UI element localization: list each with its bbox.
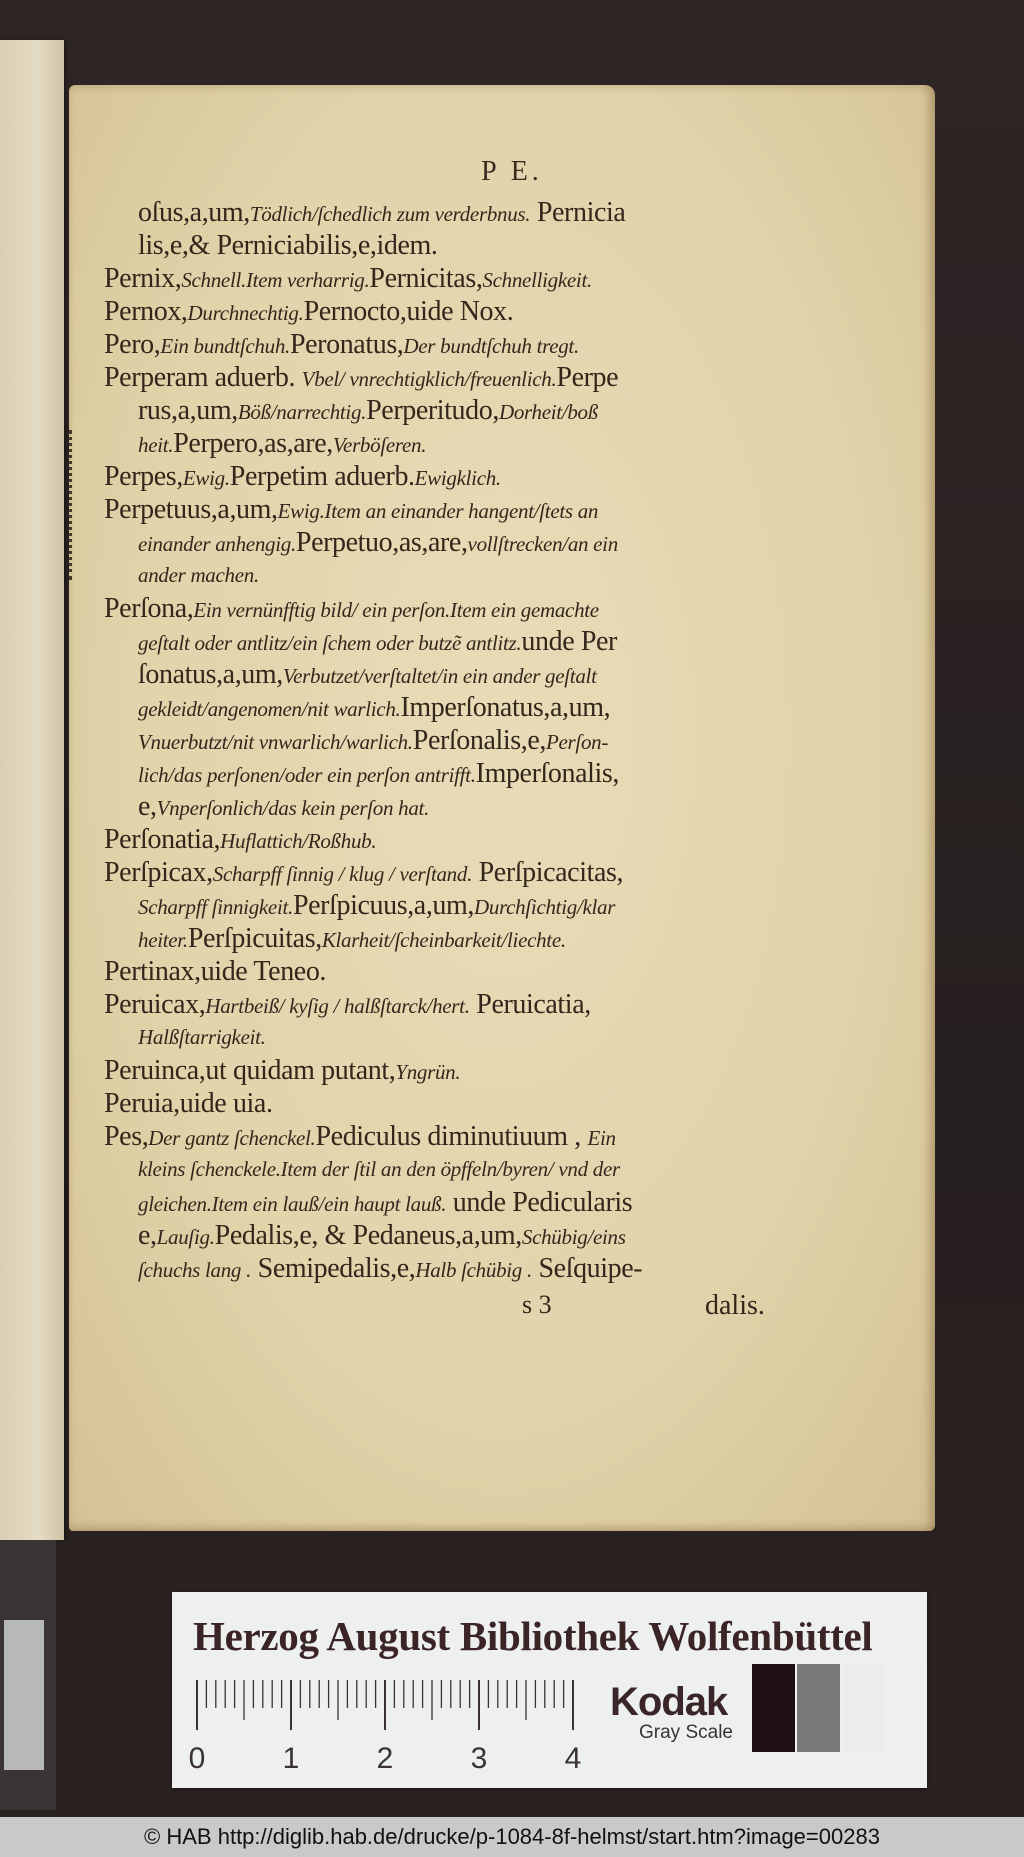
german-gloss: heiter. [138,928,188,952]
german-gloss: Halb ſchübig . [415,1258,532,1282]
dictionary-entry-line [104,1087,780,1120]
dictionary-entry-line [104,295,780,328]
latin-text: Perpes, [104,461,183,492]
continuation-line [104,394,780,427]
continuation-line [104,658,780,691]
german-gloss: Ein [587,1126,616,1150]
german-gloss: Perſon- [545,730,609,754]
ruler-label: 2 [376,1742,394,1775]
german-gloss: Verböſeren. [332,433,427,457]
latin-text: Peronatus, [289,329,404,360]
german-gloss: Halßſtarrigkeit. [138,1025,266,1049]
latin-text: Perpero,as,are, [173,428,333,459]
latin-text: e, [138,1220,157,1251]
latin-text: Perpetim aduerb. [229,461,415,492]
german-gloss: Ewig. [182,466,230,490]
german-gloss: Schnell.Item verharrig. [181,268,370,292]
german-gloss: kleins ſchenckele.Item der ſtil an den öpffeln/byren/ vnd der [138,1157,620,1181]
gray-scale-label: Gray Scale [639,1722,733,1743]
german-gloss: Durchnechtig. [187,301,304,325]
latin-text: Pernox, [104,296,188,327]
german-gloss: Böß/narrechtig. [237,400,367,424]
continuation-line [104,1186,780,1219]
german-gloss: ander machen. [138,563,259,587]
latin-text: unde Per [521,626,617,657]
running-head: P E. [481,156,543,187]
gray-swatch [752,1664,795,1752]
latin-text: Perſonatia, [104,824,221,855]
latin-text: Peruinca,ut quidam putant, [104,1055,396,1086]
latin-text: lis,e,& Perniciabilis,e,idem. [138,230,438,261]
latin-text: Perſpicacitas, [472,857,624,888]
dictionary-entry-line [104,1120,780,1153]
ruler-label: 1 [282,1742,300,1775]
page-footer-line [0,1290,1024,1326]
latin-text: e, [138,791,157,822]
german-gloss: Scharpff ſinnigkeit. [138,895,293,919]
german-gloss: ſchuchs lang . [138,1258,252,1282]
latin-text: Peruicax, [104,989,206,1020]
ruler-label: 3 [470,1742,488,1775]
latin-text: Pernicitas, [369,263,483,294]
german-gloss: gleichen.Item ein lauß/ein haupt lauß. [138,1192,447,1216]
german-gloss: Der gantz ſchenckel. [148,1126,316,1150]
library-name: Herzog August Bibliothek Wolfenbüttel [193,1613,873,1659]
german-gloss: Dorheit/boß [498,400,598,424]
dictionary-entry-line [104,1054,780,1087]
kodak-logo: Kodak [610,1680,728,1724]
dictionary-entry-line [104,328,780,361]
latin-text: Perſpicuus,a,um, [292,890,474,921]
latin-text: ſonatus,a,um, [138,659,283,690]
german-gloss: Ein vernünfftig bild/ ein perſon.Item ein gemachte [193,598,599,622]
latin-text: Semipedalis,e, [251,1253,416,1284]
dictionary-text [104,196,780,1285]
latin-text: Perpetuo,as,are, [295,527,468,558]
german-gloss: gekleidt/angenomen/nit warlich. [138,697,401,721]
continuation-line [104,1153,780,1186]
german-gloss: Vbel/ vnrechtigklich/freuenlich. [301,367,557,391]
dictionary-entry-line [104,262,780,295]
copyright-footer: © HAB http://diglib.hab.de/drucke/p-1084-8f-helmst/start.htm?image=00283 [0,1817,1024,1857]
german-gloss: Scharpff ſinnig / klug / verſtand. [212,862,473,886]
continuation-line [104,757,780,790]
latin-text: Perſpicax, [104,857,213,888]
latin-text: Peruia,uide uia. [104,1088,273,1119]
continuation-line [104,724,780,757]
dictionary-entry-line [104,823,780,856]
dictionary-entry-line [104,955,780,988]
german-gloss: heit. [138,433,174,457]
latin-text: Pes, [104,1121,149,1152]
dictionary-entry-line [104,493,780,526]
german-gloss: Ewigklich. [414,466,501,490]
signature-mark: s 3 [522,1290,552,1319]
gray-swatch [842,1664,885,1752]
latin-text: Pertinax,uide Teneo. [104,956,327,987]
german-gloss: Tödlich/ſchedlich zum verderbnus. [249,202,531,226]
catchword: dalis. [705,1290,765,1321]
german-gloss: geſtalt oder antlitz/ein ſchem oder butzẽ antlitz. [138,631,522,655]
ruler-label: 0 [188,1742,206,1775]
continuation-line [104,922,780,955]
latin-text: Perperam aduerb. [104,362,302,393]
latin-text: Peruicatia, [469,989,591,1020]
dictionary-entry-line [104,460,780,493]
continuation-line [104,691,780,724]
latin-text: Seſquipe- [531,1253,643,1284]
latin-text: oſus,a,um, [138,197,250,228]
latin-text: Imperſonatus,a,um, [400,692,611,723]
continuation-line [104,790,780,823]
german-gloss: einander anhengig. [138,532,296,556]
german-gloss: Lauſig. [156,1225,215,1249]
latin-text: rus,a,um, [138,395,238,426]
latin-text: Pedalis,e, & Pedaneus,a,um, [214,1220,522,1251]
color-calibration-card [172,1592,927,1788]
german-gloss: Hartbeiß/ kyſig / halßſtarck/hert. [205,994,470,1018]
latin-text: unde Pedicularis [446,1187,633,1218]
latin-text: Pernicia [530,197,626,228]
continuation-line [104,526,780,559]
latin-text: Pernocto,uide Nox. [303,296,514,327]
latin-text: Perſona, [104,593,194,624]
german-gloss: Ein bundtſchuh. [160,334,290,358]
german-gloss: Schübig/eins [521,1225,626,1249]
german-gloss: lich/das perſonen/oder ein perſon antrifft. [138,763,476,787]
continuation-line [104,196,780,229]
latin-text: Pernix, [104,263,182,294]
german-gloss: Vnperſonlich/das kein perſon hat. [156,796,430,820]
german-gloss: Ewig.Item an einander hangent/ſtets an [277,499,599,523]
dictionary-entry-line [104,592,780,625]
ruler-label: 4 [564,1742,582,1775]
german-gloss: Verbutzet/verſtaltet/in ein ander geſtalt [282,664,597,688]
latin-text: Perperitudo, [366,395,499,426]
continuation-line [104,229,780,262]
german-gloss: Huflattich/Roßhub. [220,829,377,853]
latin-text: Perpe [556,362,619,393]
continuation-line [104,1021,780,1054]
german-gloss: Yngrün. [395,1060,461,1084]
dictionary-entry-line [104,988,780,1021]
continuation-line [104,427,780,460]
continuation-line [104,1252,780,1285]
german-gloss: vollſtrecken/an ein [467,532,618,556]
german-gloss: Der bundtſchuh tregt. [403,334,579,358]
shelf-label [4,1620,44,1770]
binding-thread [69,430,75,580]
german-gloss: Klarheit/ſcheinbarkeit/liechte. [321,928,566,952]
dictionary-entry-line [104,361,780,394]
continuation-line [104,889,780,922]
latin-text: Pero, [104,329,161,360]
german-gloss: Schnelligkeit. [482,268,592,292]
latin-text: Pediculus diminutiuum , [315,1121,588,1152]
continuation-line [104,625,780,658]
latin-text: Perpetuus,a,um, [104,494,278,525]
latin-text: Perſonalis,e, [412,725,546,756]
german-gloss: Durchſichtig/klar [474,895,616,919]
latin-text: Imperſonalis, [475,758,619,789]
latin-text: Perſpicuitas, [187,923,322,954]
continuation-line [104,1219,780,1252]
gray-swatch [797,1664,840,1752]
continuation-line [104,559,780,592]
german-gloss: Vnuerbutzt/nit vnwarlich/warlich. [138,730,413,754]
dictionary-entry-line [104,856,780,889]
